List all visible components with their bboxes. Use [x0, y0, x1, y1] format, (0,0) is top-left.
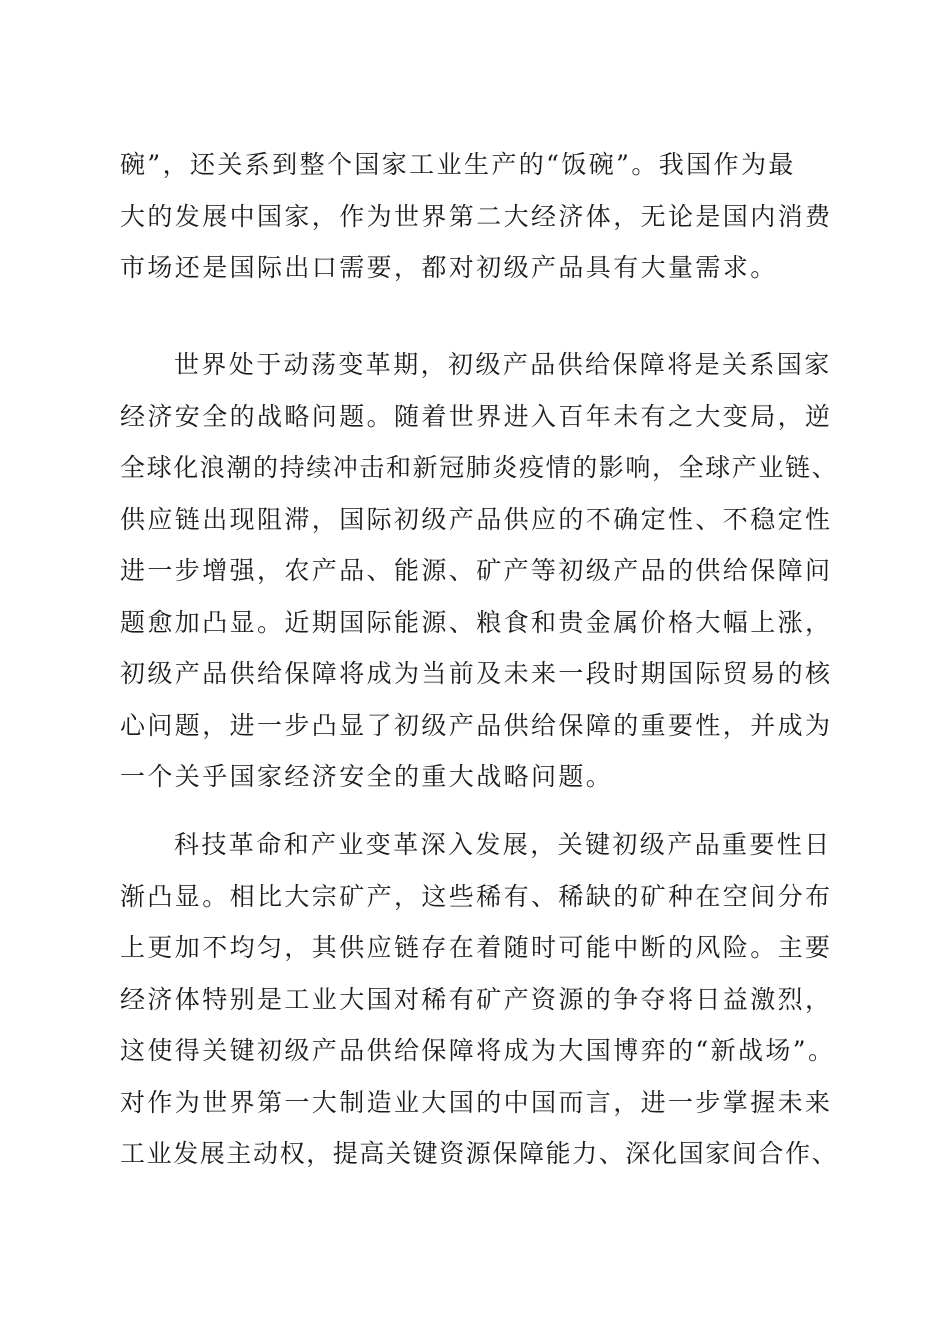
text-line: 大的发展中国家，作为世界第二大经济体，无论是国内消费	[120, 201, 833, 231]
text-line: 供应链出现阻滞，国际初级产品供应的不确定性、不稳定性	[120, 504, 833, 534]
text-line: 上更加不均匀，其供应链存在着随时可能中断的风险。主要	[120, 933, 833, 962]
text-line: 心问题，进一步凸显了初级产品供给保障的重要性，并成为	[120, 710, 833, 740]
paragraph-3	[120, 819, 840, 1180]
text-line: 对作为世界第一大制造业大国的中国而言，进一步掌握未来	[120, 1087, 833, 1117]
paragraph-1	[120, 139, 840, 294]
text-line: 进一步增强，农产品、能源、矿产等初级产品的供给保障问	[120, 556, 833, 585]
text-line: 世界处于动荡变革期，初级产品供给保障将是关系国家	[174, 350, 832, 379]
text-line: 初级产品供给保障将成为当前及未来一段时期国际贸易的核	[120, 659, 833, 688]
text-line: 科技革命和产业变革深入发展，关键初级产品重要性日	[174, 830, 832, 859]
text-line: 这使得关键初级产品供给保障将成为大国博弈的“新战场”。	[120, 1036, 836, 1065]
text-line: 全球化浪潮的持续冲击和新冠肺炎疫情的影响，全球产业链、	[120, 453, 839, 482]
paragraph-2	[120, 339, 840, 803]
text-line: 题愈加凸显。近期国际能源、粮食和贵金属价格大幅上涨，	[120, 607, 833, 637]
text-line: 渐凸显。相比大宗矿产，这些稀有、稀缺的矿种在空间分布	[120, 881, 833, 911]
text-line: 经济体特别是工业大国对稀有矿产资源的争夺将日益激烈，	[120, 984, 833, 1014]
text-line: 碗”，还关系到整个国家工业生产的“饭碗”。我国作为最	[120, 150, 796, 179]
text-line: 经济安全的战略问题。随着世界进入百年未有之大变局，逆	[120, 401, 833, 431]
text-line: 工业发展主动权，提高关键资源保障能力、深化国家间合作、	[120, 1139, 839, 1168]
text-line: 市场还是国际出口需要，都对初级产品具有大量需求。	[120, 253, 778, 282]
text-line: 一个关乎国家经济安全的重大战略问题。	[120, 762, 614, 791]
